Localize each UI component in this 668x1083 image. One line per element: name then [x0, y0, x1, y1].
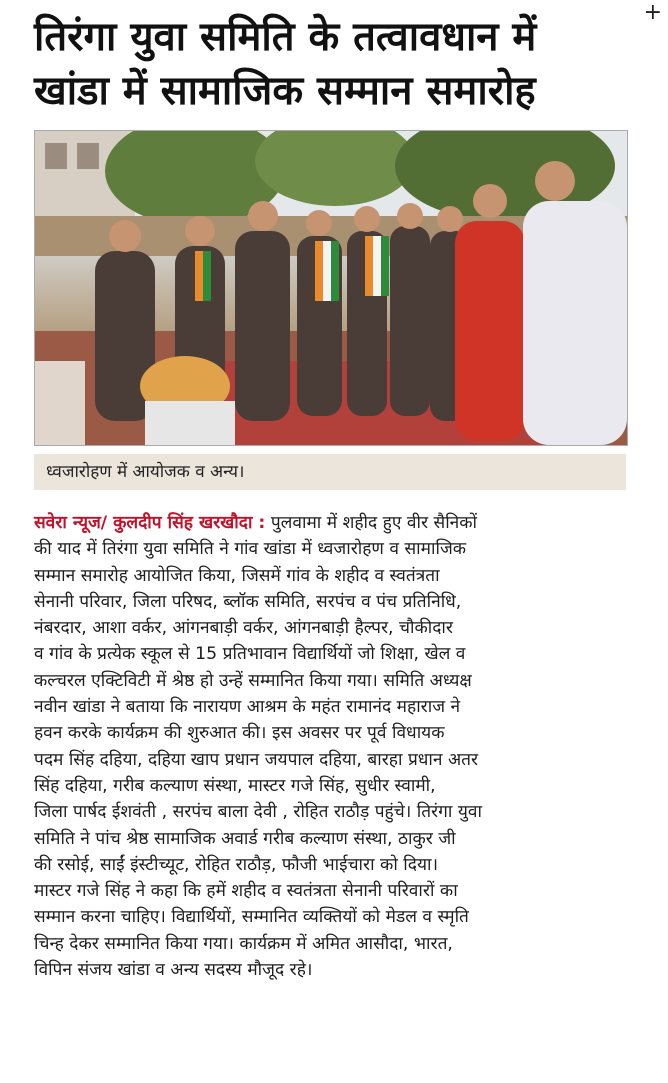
article-line: चिन्ह देकर सम्मानित किया गया। कार्यक्रम में अमित आसौदा, भारत, [34, 933, 453, 954]
byline: सवेरा न्यूज/ कुलदीप सिंह खरखौदा : [34, 513, 266, 533]
article-line: की रसोई, साईं इंस्टीच्यूट, रोहित राठौड़, फौजी भाईचारा को दिया। [34, 854, 438, 875]
photo-caption: ध्वजारोहण में आयोजक व अन्य। [46, 462, 245, 482]
article-line: पुलवामा में शहीद हुए वीर सैनिकों [265, 513, 478, 533]
article-line: विपिन संजय खांडा व अन्य सदस्य मौजूद रहे। [34, 960, 313, 981]
news-photo [34, 130, 628, 446]
article-line: हवन करके कार्यक्रम की शुरुआत की। इस अवसर पर पूर्व विधायक [34, 723, 445, 744]
article-line: सम्मान समारोह आयोजित किया, जिसमें गांव के शहीद व स्वतंत्रता [34, 565, 440, 586]
article-line-first [34, 510, 630, 536]
headline-line-2: खांडा में सामाजिक सम्मान समारोह [34, 68, 536, 114]
article-line: सेनानी परिवार, जिला परिषद, ब्लॉक समिति, सरपंच व पंच प्रतिनिधि, [34, 591, 462, 612]
plus-icon: + [643, 0, 662, 25]
article-line: नंबरदार, आशा वर्कर, आंगनबाड़ी वर्कर, आंगनबाड़ी हैल्पर, चौकीदार [34, 618, 453, 639]
article-line: की याद में तिरंगा युवा समिति ने गांव खांडा में ध्वजारोहण व सामाजिक [34, 539, 467, 560]
article-body [34, 510, 630, 983]
headline [34, 10, 634, 118]
article-line: सिंह दहिया, गरीब कल्याण संस्था, मास्टर गजे सिंह, सुधीर स्वामी, [34, 775, 436, 796]
article-line: जिला पार्षद ईशवंती , सरपंच बाला देवी , रोहित राठौड़ पहुंचे। तिरंगा युवा [34, 802, 482, 823]
article-line: नवीन खांडा ने बताया कि नारायण आश्रम के महंत रामानंद महाराज ने [34, 697, 461, 718]
article-line: कल्चरल एक्टिविटी में श्रेष्ठ हो उन्हें सम्मानित किया गया। समिति अध्यक्ष [34, 670, 472, 691]
article-line: समिति ने पांच श्रेष्ठ सामाजिक अवार्ड गरीब कल्याण संस्था, ठाकुर जी [34, 828, 456, 849]
article-line: पदम सिंह दहिया, दहिया खाप प्रधान जयपाल दहिया, बारहा प्रधान अतर [34, 749, 479, 770]
photo-caption-bar [34, 454, 626, 490]
article-line: मास्टर गजे सिंह ने कहा कि हमें शहीद व स्वतंत्रता सेनानी परिवारों का [34, 881, 458, 902]
article-line: व गांव के प्रत्येक स्कूल से 15 प्रतिभावान विद्यार्थियों जो शिक्षा, खेल व [34, 644, 466, 665]
headline-line-1: तिरंगा युवा समिति के तत्वावधान में [34, 14, 537, 60]
article-line: सम्मान करना चाहिए। विद्यार्थियों, सम्मानित व्यक्तियों को मेडल व स्मृति [34, 907, 469, 928]
